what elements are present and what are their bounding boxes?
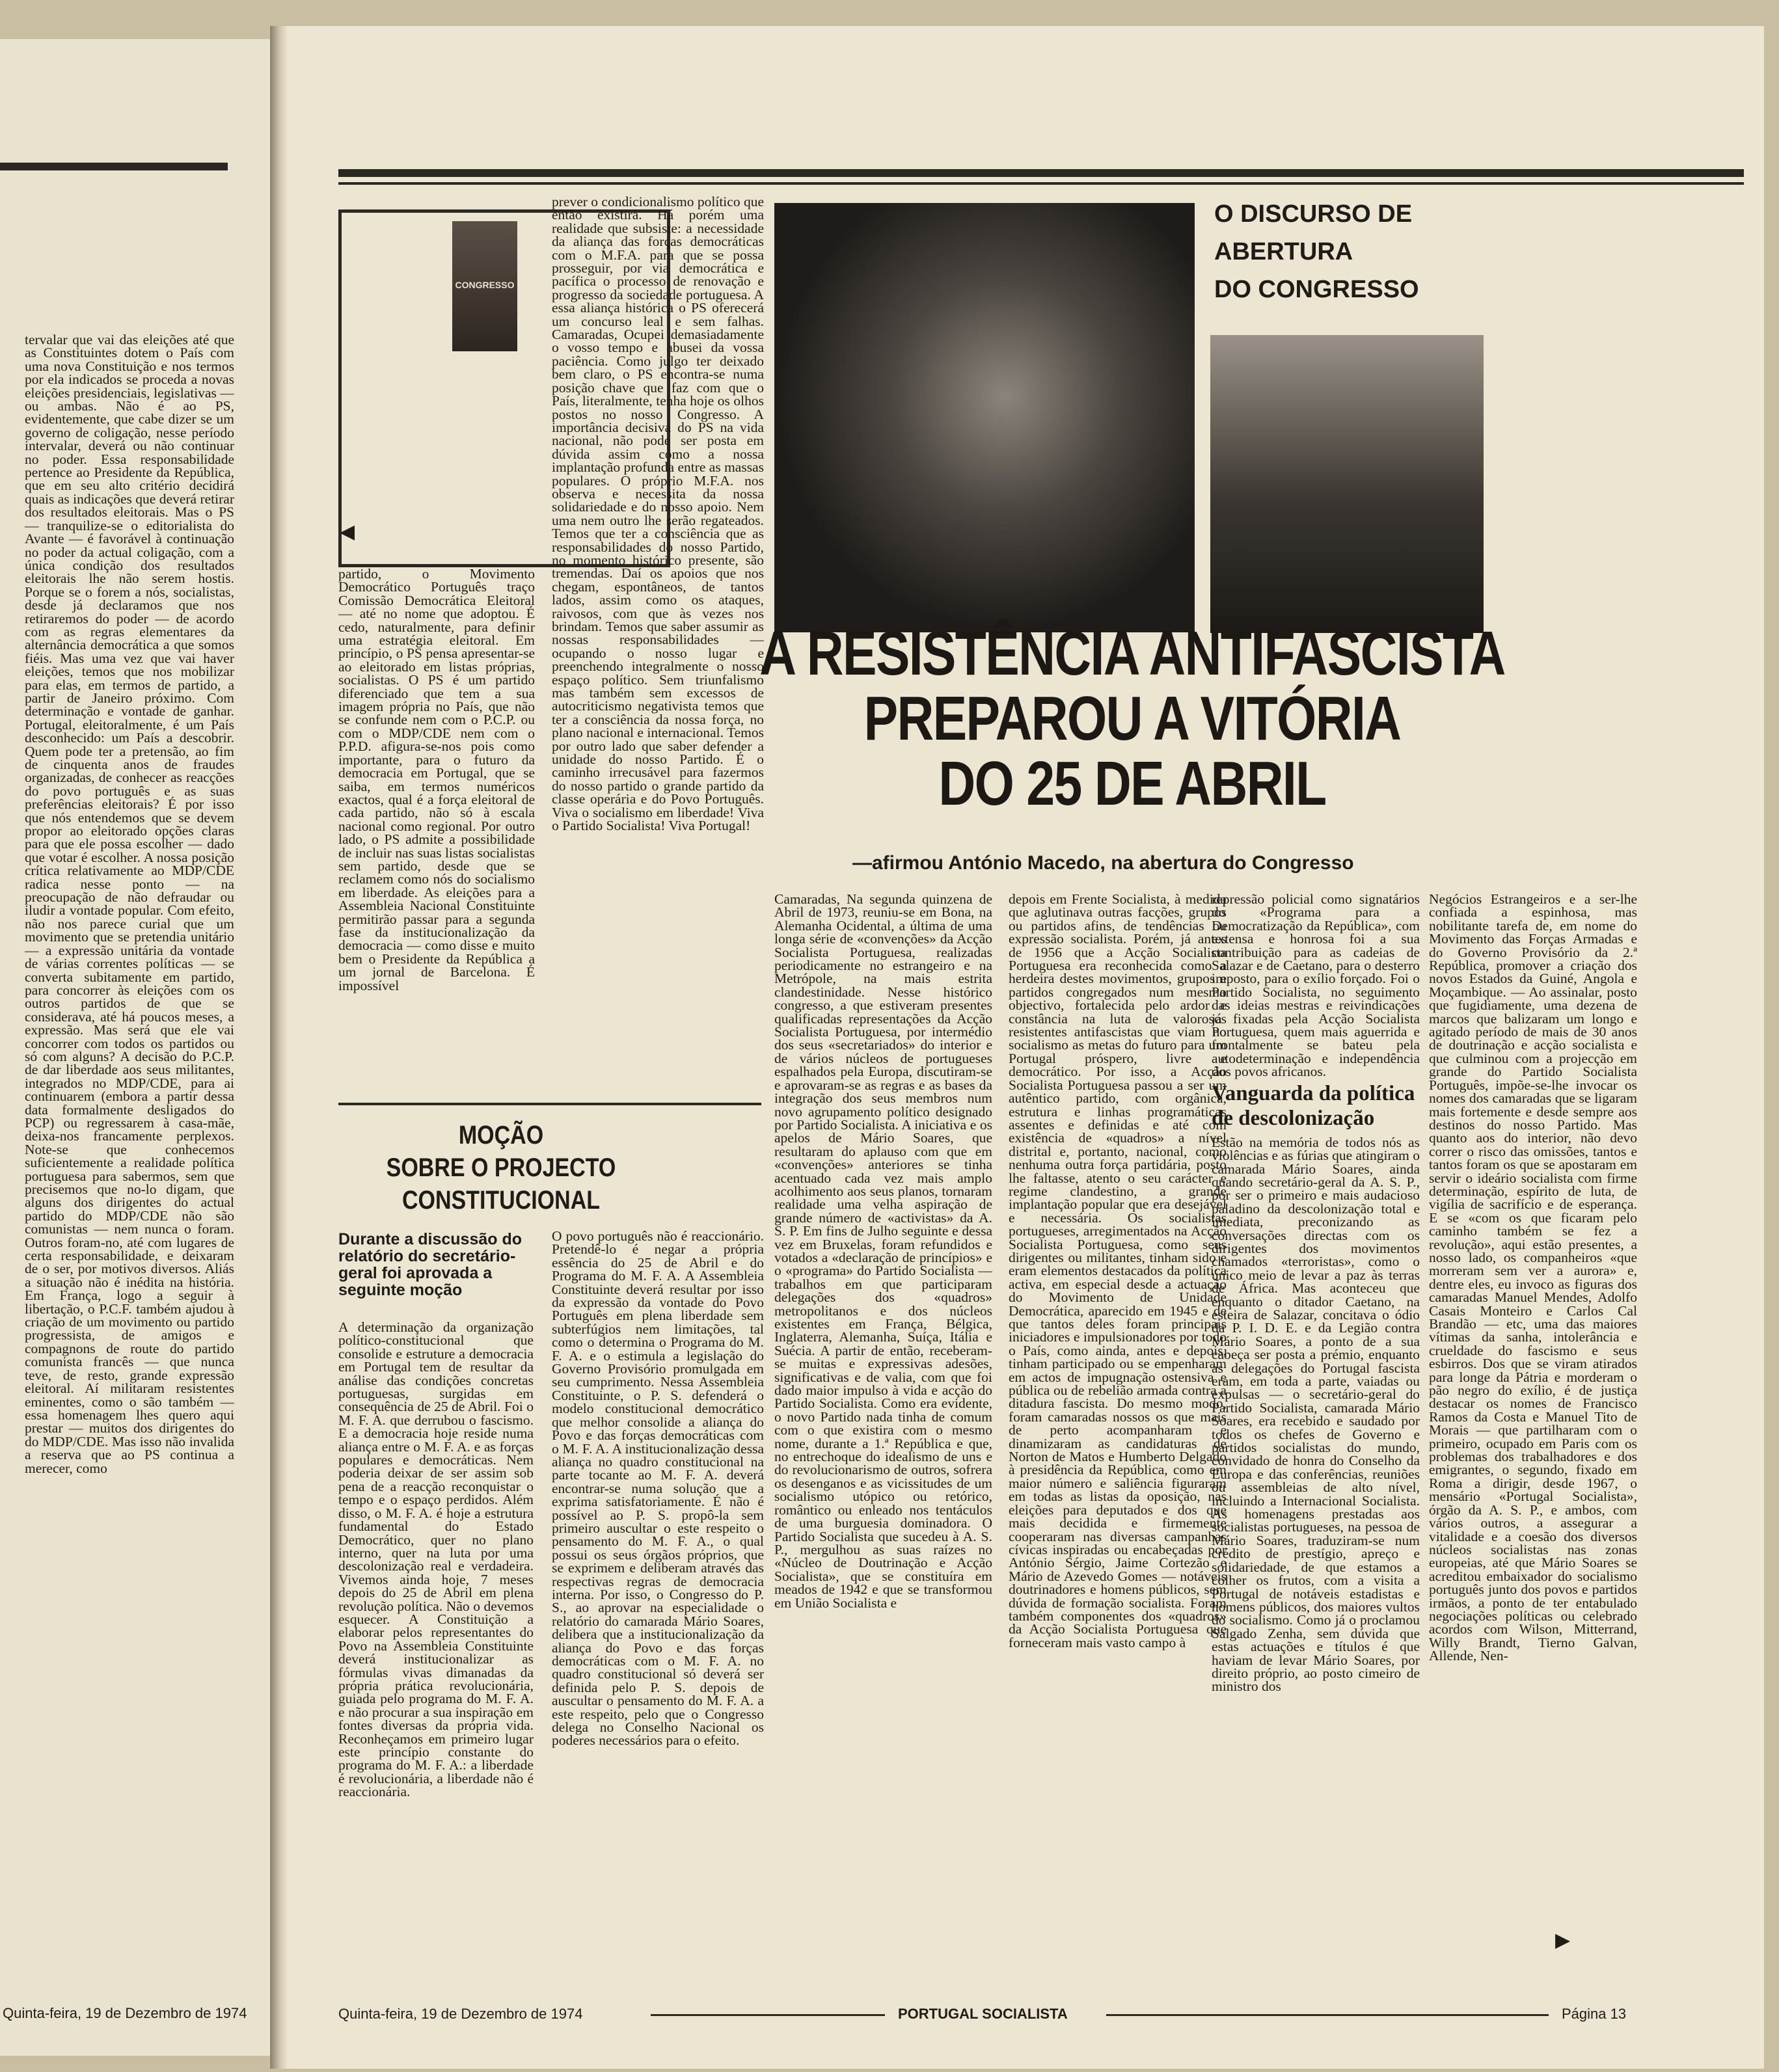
footer-paper-name: PORTUGAL SOCIALISTA: [898, 2006, 1068, 2022]
kicker-line-1: O DISCURSO DE ABERTURA: [1214, 200, 1413, 265]
article-column-1: Camaradas, Na segunda quinzena de Abril de 1973, reuniu-se em Bona, na Alemanha Ocidental, a última de uma longa série de «convenções» da Acção Socialista Portuguesa, realizadas periodicamente no estrangeiro e na Metrópole, na mais estrita clandestinidade. Nesse histórico congresso, a que estiveram presentes qualificadas representações da Acção Socialista Portuguesa, por intermédio dos seus «secretariados» do interior e de vários núcleos de portugueses espalhados pela Europa, discutiram-se e aprovaram-se as regras e as bases da integração dos seus membros num novo agrupamento político designado por Partido Socialista. A iniciativa e os apelos de Mário Soares, que resultaram do aplauso com que em «convenções» anteriores se tinha acentuado cada vez mais amplo acolhimento aos seus planos, tornaram realidade uma velha aspiração de grande número de «activistas» da A. S. P. Em fins de Julho seguinte e dessa vez em Bruxelas, foram refundidos e votados a «declaração de princípios» e o «programa» do Partido Socialista — trabalhos em que participaram delegações dos «quadros» metropolitanos e dos núcleos existentes em França, Bélgica, Inglaterra, Alemanha, Suíça, Itália e Suécia. A partir de então, receberam-se muitas e expressivas adesões, significativas e de valia, com que foi dado maior impulso à vida e acção do Partido Socialista. Como era evidente, o novo Partido nada tinha de comum com o que existira com o mesmo nome, durante a 1.ª República e que, no entrechoque do idealismo de uns e do revolucionarismo de outros, sofrera os desenganos e as vicissitudes de um socialismo utópico ou retórico, romântico ou enleado nos tentáculos de uma burguesia dominadora. O Partido Socialista que sucedeu à A. S. P., mergulhou as suas raízes no «Núcleo de Doutrinação e Acção Socialista», que se constituíra em meados de 1942 e que se transformou em União Socialista e: [774, 893, 992, 1611]
left-page: [0, 39, 270, 2056]
headline-line-2: PREPAROU A VITÓRIA: [863, 684, 1401, 753]
footer-page-number: Página 13: [1562, 2006, 1627, 2022]
footer-rule-left: [651, 2014, 885, 2016]
mocao-column-2: O povo português não é reaccionário. Pretendê-lo é negar a própria essência do 25 de Abril e do Programa do M. F. A. A Assembleia Constituinte deverá resultar por isso da expressão da vontade do Povo Português em plena liberdade sem subterfúgios nem limitações, tal como o determina o Programa do M. F. A. e o estimula a legislação do Governo Provisório promulgada em seu cumprimento. Nessa Assembleia Constituinte, o P. S. defenderá o modelo constitucional democrático que melhor consolide a aliança do Povo e das forças democráticas com o M. F. A. A institucionalização dessa aliança no quadro constitucional na parte tocante ao M. F. A. deverá encontrar-se numa solução que a exprima satisfatoriamente. É não é possível ao P. S. propô-la sem primeiro auscultar o este respeito o pensamento do M. F. A., o qual possui os seus órgãos próprios, que se exprimem e deliberam através das respectivas regras de democracia interna. Por isso, o Congresso do P. S., ao aprovar na especialidade o relatório do camarada Mário Soares, delibera que a institucionalização da aliança do Povo e das forças democráticas com o M. F. A. no quadro constitucional só deverá ser definida pelo P. S. depois de auscultar o pensamento do M. F. A. a este respeito, pelo que o Congresso delega no Conselho Nacional os poderes necessários para o efeito.: [552, 1230, 764, 1749]
mocao-title-line-1: MOÇÃO: [458, 1121, 544, 1150]
footer-date: Quinta-feira, 19 de Dezembro de 1974: [338, 2006, 583, 2022]
congress-poster-image: [452, 221, 517, 351]
column-1: partido, o Movimento Democrático Português traço Comissão Democrática Eleitoral — até no nome que adoptou. É cedo, naturalmente, para definir uma estratégia eleitoral. Em princípio, o PS pensa apresentar-se ao eleitorado em listas próprias, socialistas. O PS é um partido diferenciado que tem a sua imagem própria no País, que não se confunde nem com o P.C.P. ou com o MDP/CDE nem com o P.P.D. afigura-se-nos pois como importante, para o futuro da democracia em Portugal, que se saiba, em termos numéricos exactos, qual é a força eleitoral de cada partido, não só à escala nacional como regional. Por outro lado, o PS admite a possibilidade de incluir nas suas listas socialistas sem partido, desde que se reclamem como nós do socialismo em liberdade. As eleições para a Assembleia Nacional Constituinte permitirão passar para a segunda fase da institucionalização da democracia — como disse e muito bem o Presidente da República a um jornal de Barcelona. É impossível: [338, 567, 535, 993]
top-rule: [338, 169, 1744, 177]
headline-line-3: DO 25 DE ABRIL: [938, 749, 1326, 818]
article-kicker: [1214, 195, 1474, 308]
article-column-3: [1212, 893, 1420, 1979]
mocao-title-line-3: CONSTITUCIONAL: [401, 1186, 601, 1215]
kicker-line-2: DO CONGRESSO: [1214, 276, 1419, 303]
footer-rule-right: [1106, 2014, 1549, 2016]
raised-fists-photo: [1210, 335, 1484, 633]
article-column-3-text-a: repressão policial como signatários do «Programa para a Democratização da República», com extensa e honrosa foi a sua contribuição para as cadeias de Salazar e de Caetano, para o desterro imposto, para o exílio forçado. Foi o Partido Socialista, no seguimento das ideias mestras e reivindicações já fixadas pela Acção Socialista Portuguesa, quem mais aguerrida e frontalmente se bateu pela autodeterminação e independência dos povos africanos.: [1212, 893, 1420, 1080]
column-2: prever o condicionalismo político que então existirá. Há porém uma realidade que subsiste: a necessidade da aliança das forças democráticas com o M.F.A. para que se possa prosseguir, por via democrática e pacífica o processo de renovação e progresso da sociedade portuguesa. A essa aliança histórica o PS oferecerá um concurso leal e sem falhas. Camaradas, Ocupei demasiadamente o vosso tempo e abusei da vossa paciência. Como julgo ter deixado bem claro, o PS encontra-se numa posição chave que faz com que o País, literalmente, tenha hoje os olhos postos no nosso Congresso. A importância decisiva do PS na vida nacional, não pode ser posta em dúvida assim como a nossa implantação profunda entre as massas populares. O próprio M.F.A. nos observa e necessita da nossa solidariedade e do nosso apoio. Nem uma nem outro lhe serão regateados. Temos que ter a consciência que as responsabilidades do nosso Partido, no momento histórico presente, são tremendas. Daí os apoios que nos chegam, espontâneos, de tantos lados, assim como os ataques, raivosos, com que às vezes nos brindam. Temos que saber assumir as nossas responsabilidades — ocupando o nosso lugar e preenchendo integralmente o nosso espaço político. Sem triunfalismo mas também sem excessos de autocriticismo negativista temos que ter a consciência da nossa força, no plano nacional e internacional. Temos por outro lado que saber defender a unidade do nosso Partido. É o caminho irrecusável para fazermos do nosso partido o grande partido da classe operária e do Povo Português. Viva o socialismo em liberdade! Viva o Partido Socialista! Viva Portugal!: [552, 195, 764, 834]
page-gutter: [270, 26, 287, 2069]
speaker-photo: [774, 203, 1195, 632]
mocao-title-line-2: SOBRE O PROJECTO: [386, 1153, 616, 1182]
left-page-footer-date: Quinta-feira, 19 de Dezembro de 1974: [3, 2005, 247, 2021]
article-byline: —afirmou António Macedo, na abertura do Congresso: [852, 852, 1354, 874]
headline-line-1: A RESISTÊNCIA ANTIFASCISTA: [759, 619, 1505, 688]
mocao-lede: Durante a discussão do relatório do secretário-geral foi aprovada a seguinte moção: [338, 1230, 523, 1299]
top-rule-thin: [338, 182, 1744, 185]
continuation-arrow-icon: ◀: [340, 521, 355, 543]
poster-label: CONGRESSO: [455, 280, 515, 290]
left-page-column: tervalar que vai das eleições até que as Constituintes dotem o País com uma nova Constituição e nos termos por ela indicados se proceda a novas eleições presidenciais, legislativas — ou ambas. Não é ao PS, evidentemente, que cabe dizer se um governo de coligação, nesse período intervalar, deverá ou não continuar no poder. Essa responsabilidade pertence ao Presidente da República, que em seu alto critério decidirá quais as indicações que deverá retirar dos resultados eleitorais. Mas o PS — tranquilize-se o editorialista do Avante — é favorável à continuação no poder da actual coligação, com a única condição dos resultados eleitorais lhe não serem hostis. Porque se o forem a nós, socialistas, desde já declaramos que nos retiraremos do poder — de acordo com as regras elementares da alternância democrática a que somos fiéis. Mas uma vez que vai haver eleições, temos que nos mobilizar para elas, em termos de partido, a partir de Janeiro próximo. Com determinação e vontade de ganhar. Portugal, eleitoralmente, é um País desconhecido: um País a descobrir. Quem pode ter a pretensão, ao fim de cinquenta anos de fraudes organizadas, de conhecer as reacções do povo português e as suas preferências eleitorais? É por isso que nós entendemos que se devem propor ao eleitorado opções claras para que ele possa escolher — dado que votar é escolher. A nossa posição crítica relativamente ao MDP/CDE radica nesse ponto — na preocupação de não defraudar ou iludir a vontade popular. Com efeito, não nos parece curial que um movimento que se pretendia unitário — a expressão unitária da vontade de várias correntes políticas — se converta subitamente em partido, para concorrer às eleições com os outros partidos de que se considerava, até há poucos meses, a expressão. Mas será que ele vai concorrer com todos os partidos ou só com alguns? A decisão do P.C.P. de dar liberdade aos seus militantes, integrados no MDP/CDE, para ai continuarem (embora a partir dessa data formalmente desligados do PCP) ou regressarem à casa-mãe, deixa-nos francamente perplexos. Note-se que conhecemos suficientemente a realidade política portuguesa para sabermos, sem que precisemos que no-lo digam, que alguns dos dirigentes do actual partido do MDP/CDE não são comunistas — nem nunca o foram. Outros foram-no, até com lugares de certa responsabilidade, e deixaram de o ser, por motivos diversos. Aliás a situação não é inédita na história. Em França, logo a seguir à libertação, o P.C.F. também ajudou à criação de um movimento ou partido progressista, de amigos e compagnons de route do partido comunista francês — que nunca teve, de resto, grande expressão eleitoral. Aí militaram resistentes eminentes, como o são também — essa homenagem lhes quero aqui prestar — muitos dos dirigentes do do MDP/CDE. Mas isso não invalida a reserva que ao PS continua a merecer, como: [25, 333, 234, 1476]
mocao-column-1: A determinação da organização político-constitucional que consolide e estruture a democracia em Portugal tem de resultar da análise das condições concretas portuguesas, surgidas em consequência de 25 de Abril. Foi o M. F. A. que derrubou o fascismo. E a democracia hoje reside numa aliança entre o M. F. A. e as forças populares e democráticas. Nem poderia deixar de ser assim sob pena de a reacção reconquistar o tempo e o espaço perdidos. Além disso, o M. F. A. é hoje a estrutura fundamental do Estado Democrático, quer no plano interno, quer na luta por uma descolonização real e verdadeira. Vivemos ainda hoje, 7 meses depois do 25 de Abril em plena revolução política. Não o devemos esquecer. A Constituição a elaborar pelos representantes do Povo na Assembleia Constituinte deverá institucionalizar as fórmulas vivas dimanadas da própria prática revolucionária, guiada pelo programa do M. F. A. e não procurar a sua inspiração em fontes diversas da própria vida. Reconheçamos em primeiro lugar este princípio constante do programa do M. F. A.: a liberdade é revolucionária, a liberdade não é reaccionária.: [338, 1321, 534, 1800]
mocao-top-rule: [338, 1103, 761, 1105]
continuation-arrow-icon-right: ▶: [1555, 1930, 1571, 1951]
section-heading: Vanguarda da política de descolonização: [1212, 1081, 1415, 1130]
article-column-2: depois em Frente Socialista, à medida que aglutinava outras facções, grupos ou partidos afins, de tendências ou expressão socialista. Porém, já antes de 1956 que a Acção Socialista Portuguesa era reconhecida como a herdeira destes movimentos, grupos e partidos congregados num mesmo objectivo, fortalecida pelo ardor e constância na luta de valorosos resistentes antifascistas que viam no socialismo as metas do futuro para um Portugal próspero, livre e democrático. Por isso, a Acção Socialista Portuguesa passou a ser um autêntico partido, com orgânica, estrutura e linhas programáticas assentes e definidas e até com existência de «quadros» a nível distrital e, portanto, nacional, como nenhuma outra força partidária, posto lhe faltasse, atento o seu carácter e regime clandestino, a grande implantação popular que era desejável e necessária. Os socialistas portugueses, arregimentados na Acção Socialista Portuguesa, como seus dirigentes ou militantes, tinham sido e eram elementos destacados da política activa, em especial desde a actuação do Movimento de Unidade Democrática, aparecido em 1945 e de que tantos deles foram principais iniciadores e impulsionadores por todo o País, como ainda, antes e depois, tinham participado ou se empenharam em actos de impugnação ostensiva e pública ou de rebelião armada contra a ditadura fascista. Do mesmo modo, foram camaradas nossos os que mais de perto acompanharam e dinamizaram as candidaturas de Norton de Matos e Humberto Delgado à presidência da República, como em maior número e saliência figuraram em todas as listas da oposição, nas eleições para deputados e dos que mais decidida e firmemente cooperaram nas diversas campanhas cívicas inspiradas ou encabeçadas por António Sérgio, Jaime Cortezão e Mário de Azevedo Gomes — notáveis doutrinadores e homens públicos, sem dúvida de formação socialista. Foram também componentes dos «quadros» da Acção Socialista Portuguesa que forneceram mais vasto campo à: [1009, 893, 1227, 1650]
article-column-4: Negócios Estrangeiros e a ser-lhe confiada a espinhosa, mas nobilitante tarefa de, em nome do Movimento das Forças Armadas e do Governo Provisório da 2.ª República, promover a criação dos novos Estados da Guiné, Angola e Moçambique. — Ao assinalar, posto que fugidiamente, uma dezena de marcos que balizaram um longo e agitado período de mais de 30 anos de doutrinação e acção socialista e que culminou com a projecção em grande do Partido Socialista Português, impõe-se-lhe invocar os nomes dos camaradas que se ligaram mais fortemente e desde sempre aos destinos do nosso Partido. Mas quanto aos do interior, não devo correr o risco das omissões, tantos e tantos foram os que se apostaram em servir o ideário socialista com firme determinação, espírito de luta, de vigília de sacrifício e de esperança. E se «com os que ficaram pelo caminho também se fez a revolução», aqui estão presentes, a nosso lado, os companheiros «que morreram sem ver a aurora» e, dentre eles, eu invoco as figuras dos camaradas Manuel Mendes, Adolfo Casais Monteiro e Carlos Cal Brandão — etc, uma das maiores vítimas da sanha, intolerância e crueldade do fascismo e seus esbirros. Dos que se viram atirados para longe da Pátria e morderam o pão negro do exílio, é de justiça destacar os nomes de Francisco Ramos da Costa e Manuel Tito de Morais — que partilharam com o primeiro, ocupado em Paris com os problemas dos trabalhadores e dos emigrantes, o segundo, fixado em Roma a dirigir, desde 1967, o mensário «Portugal Socialista», órgão da A. S. P., e ambos, com vários outros, a assegurar a vitalidade e a coesão dos diversos núcleos socialistas nas zonas europeias, até que Mário Soares se acreditou embaixador do socialismo português junto dos povos e partidos irmãos, a ponto de ter entabulado negociações políticas ou celebrado acordos com Wilson, Mitterrand, Willy Brandt, Tierno Galvan, Allende, Nen-: [1429, 893, 1637, 1664]
article-headline: [677, 621, 1588, 816]
article-column-3-text-b: Estão na memória de todos nós as violências e as fúrias que atingiram o camarada Mário Soares, ainda quando secretário-geral da A. S. P., por ser o primeiro e mais audacioso paladino da descolonização total e imediata, preconizando as conversações directas com os dirigentes dos movimentos chamados «terroristas», como o único meio de levar a paz às terras de África. Mas aconteceu que enquanto o ditador Caetano, na esteira de Salazar, concitava o ódio da P. I. D. E. e da Legião contra Mário Soares, a ponto de a sua cabeça ser posta a prémio, enquanto as delegações do Portugal fascista eram, em toda a parte, vaiadas ou expulsas — o secretário-geral do Partido Socialista, camarada Mário Soares, era recebido e saudado por todos os chefes de Governo e partidos socialistas do mundo, convidado de honra do Conselho da Europa e das conferências, reuniões ou assembleias de alto nível, incluindo a Internacional Socialista. As homenagens prestadas aos socialistas portugueses, na pessoa de Mário Soares, traduziram-se num crédito de prestígio, apreço e solidariedade, de que estamos a colher os frutos, com a visita a Portugal de notáveis estadistas e homens públicos, dos maiores vultos do socialismo. Como já o proclamou Salgado Zenha, sem dúvida que estas actuações e títulos é que haviam de levar Mário Soares, por direito próprio, ao posto cimeiro de ministro dos: [1212, 1134, 1420, 1695]
mocao-title: [363, 1119, 640, 1217]
top-rule: [0, 163, 228, 170]
